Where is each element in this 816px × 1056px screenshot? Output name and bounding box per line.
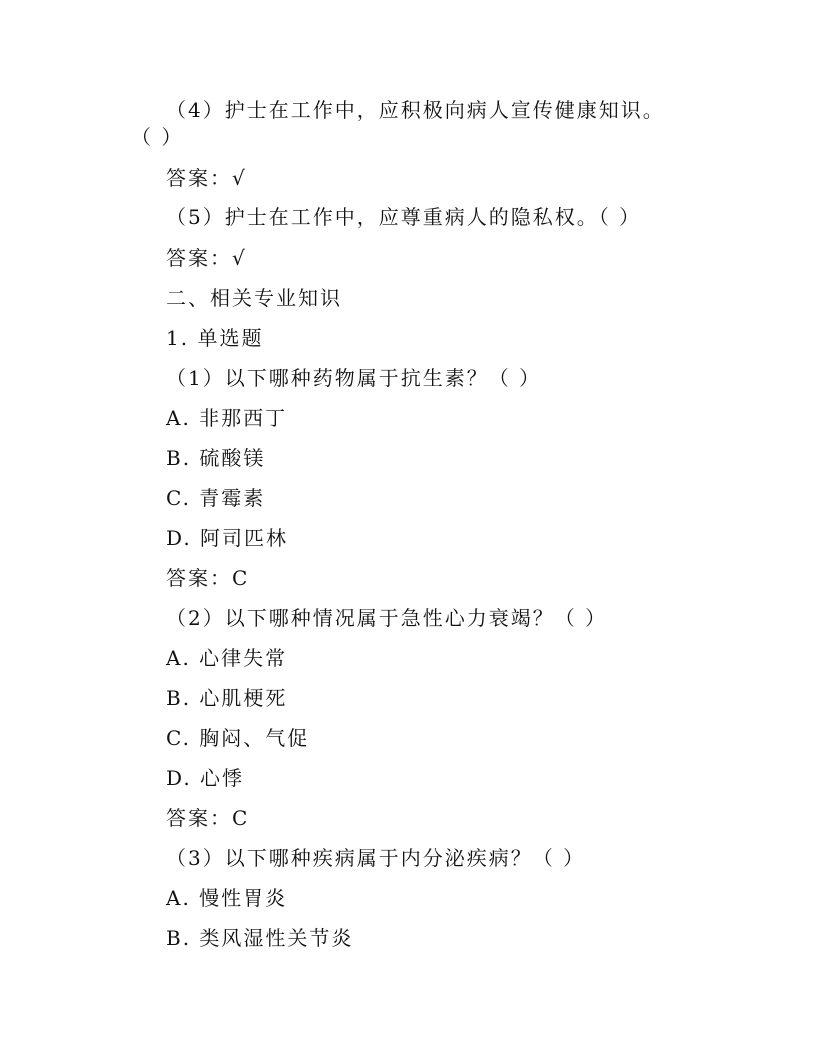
mc-answer-2: 答案：C: [166, 806, 250, 830]
mc-question-1-option-d: D. 阿司匹林: [166, 526, 289, 550]
mc-question-3-option-a: A. 慢性胃炎: [166, 886, 288, 910]
mc-question-1-option-a: A. 非那西丁: [166, 406, 288, 430]
mc-question-1-option-b: B. 硫酸镁: [166, 446, 266, 470]
question-4-bracket: （ ）: [131, 125, 184, 149]
mc-question-2-option-b: B. 心肌梗死: [166, 686, 288, 710]
mc-question-2-option-a: A. 心律失常: [166, 646, 288, 670]
mc-question-1-option-c: C. 青霉素: [166, 486, 266, 510]
mc-question-2-option-d: D. 心悸: [166, 766, 245, 790]
section-heading: 二、相关专业知识: [166, 286, 342, 310]
mc-question-3-option-b: B. 类风湿性关节炎: [166, 926, 354, 950]
question-5-text: （5）护士在工作中，应尊重病人的隐私权。（ ）: [166, 205, 642, 229]
mc-question-3: （3）以下哪种疾病属于内分泌疾病？（ ）: [166, 846, 586, 870]
mc-question-2-option-c: C. 胸闷、气促: [166, 726, 310, 750]
mc-question-1: （1）以下哪种药物属于抗生素？（ ）: [166, 366, 542, 390]
answer-5: 答案：√: [166, 246, 247, 270]
mc-question-2: （2）以下哪种情况属于急性心力衰竭？（ ）: [166, 606, 608, 630]
question-4-text: （4）护士在工作中，应积极向病人宣传健康知识。: [166, 98, 665, 122]
mc-answer-1: 答案：C: [166, 566, 250, 590]
answer-4: 答案：√: [166, 166, 247, 190]
subsection-heading: 1. 单选题: [166, 326, 264, 350]
